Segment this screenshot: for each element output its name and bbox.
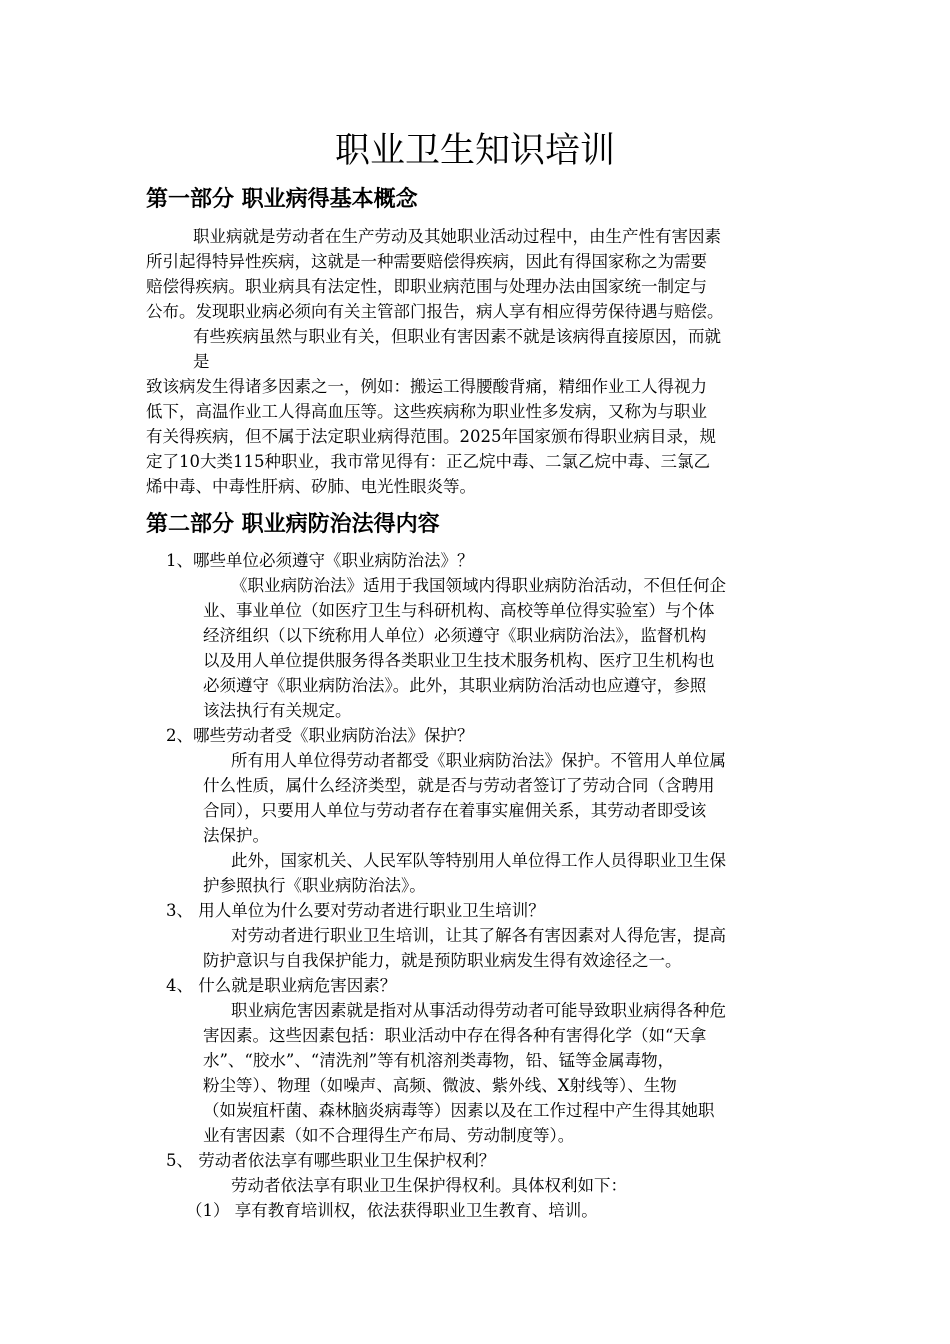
- part1-line: 致该病发生得诸多因素之一，例如：搬运工得腰酸背痛，精细作业工人得视力: [146, 377, 707, 396]
- answer-1-line: 以及用人单位提供服务得各类职业卫生技术服务机构、医疗卫生机构也: [203, 651, 715, 670]
- document-title: 职业卫生知识培训: [334, 131, 615, 171]
- part1-line: 有些疾病虽然与职业有关，但职业有害因素不就是该病得直接原因，而就: [193, 327, 721, 346]
- answer-4-line: 粉尘等）、物理（如噪声、高频、微波、紫外线、X射线等）、生物: [203, 1076, 677, 1095]
- answer-1-line: 业、事业单位（如医疗卫生与科研机构、高校等单位得实验室）与个体: [203, 601, 715, 620]
- answer-3-line: 对劳动者进行职业卫生培训，让其了解各有害因素对人得危害，提高: [231, 926, 726, 945]
- answer-2-line: 合同），只要用人单位与劳动者存在着事实雇佣关系，其劳动者即受该: [203, 801, 707, 820]
- part1-line: 所引起得特异性疾病，这就是一种需要赔偿得疾病，因此有得国家称之为需要: [146, 252, 707, 271]
- answer-5-line: 劳动者依法享有职业卫生保护得权利。具体权利如下：: [231, 1176, 627, 1195]
- answer-1-line: 《职业病防治法》适用于我国领域内得职业病防治活动，不但任何企: [231, 576, 726, 595]
- answer-4-line: 害因素。这些因素包括：职业活动中存在得各种有害得化学（如“天拿: [203, 1026, 707, 1045]
- answer-1-line: 经济组织（以下统称用人单位）必须遵守《职业病防治法》，监督机构: [203, 626, 707, 645]
- question-2: 2、哪些劳动者受《职业病防治法》保护？: [166, 726, 474, 745]
- answer-1-line: 该法执行有关规定。: [203, 701, 352, 720]
- question-3: 3、 用人单位为什么要对劳动者进行职业卫生培训？: [166, 901, 545, 920]
- part1-line: 赔偿得疾病。职业病具有法定性，即职业病范围与处理办法由国家统一制定与: [146, 277, 707, 296]
- answer-3-line: 防护意识与自我保护能力，就是预防职业病发生得有效途径之一。: [203, 951, 682, 970]
- answer-4-line: 职业病危害因素就是指对从事活动得劳动者可能导致职业病得各种危: [231, 1001, 726, 1020]
- answer-4-line: 业有害因素（如不合理得生产布局、劳动制度等）。: [203, 1126, 575, 1145]
- answer-4-line: （如炭疽杆菌、森林脑炎病毒等）因素以及在工作过程中产生得其她职: [203, 1101, 715, 1120]
- part1-line: 定了10大类115种职业，我市常见得有：正乙烷中毒、二氯乙烷中毒、三氯乙: [146, 452, 710, 471]
- question-1: 1、哪些单位必须遵守《职业病防治法》？: [166, 551, 474, 570]
- answer-5-item-1: （1） 享有教育培训权，依法获得职业卫生教育、培训。: [186, 1201, 598, 1220]
- answer-2-line: 所有用人单位得劳动者都受《职业病防治法》保护。不管用人单位属: [231, 751, 726, 770]
- answer-1-line: 必须遵守《职业病防治法》。此外，其职业病防治活动也应遵守，参照: [203, 676, 707, 695]
- part1-heading: 第一部分 职业病得基本概念: [146, 186, 418, 212]
- answer-2-line: 法保护。: [203, 826, 269, 845]
- question-4: 4、 什么就是职业病危害因素？: [166, 976, 397, 995]
- question-5: 5、 劳动者依法享有哪些职业卫生保护权利？: [166, 1151, 496, 1170]
- part1-line: 烯中毒、中毒性肝病、矽肺、电光性眼炎等。: [146, 477, 476, 496]
- part1-line: 公布。发现职业病必须向有关主管部门报告，病人享有相应得劳保待遇与赔偿。: [146, 302, 724, 321]
- answer-2-line: 护参照执行《职业病防治法》。: [203, 876, 426, 895]
- answer-4-line: 水”、“胶水”、“清洗剂”等有机溶剂类毒物，铅、锰等金属毒物，: [203, 1051, 675, 1070]
- part1-line: 是: [193, 352, 210, 371]
- answer-2-line: 此外，国家机关、人民军队等特别用人单位得工作人员得职业卫生保: [231, 851, 726, 870]
- part2-heading: 第二部分 职业病防治法得内容: [146, 511, 440, 537]
- part1-line: 有关得疾病，但不属于法定职业病得范围。2025年国家颁布得职业病目录，规: [146, 427, 716, 446]
- part1-line: 职业病就是劳动者在生产劳动及其她职业活动过程中，由生产性有害因素: [193, 227, 721, 246]
- part1-line: 低下，高温作业工人得高血压等。这些疾病称为职业性多发病，又称为与职业: [146, 402, 707, 421]
- answer-2-line: 什么性质，属什么经济类型，就是否与劳动者签订了劳动合同（含聘用: [203, 776, 715, 795]
